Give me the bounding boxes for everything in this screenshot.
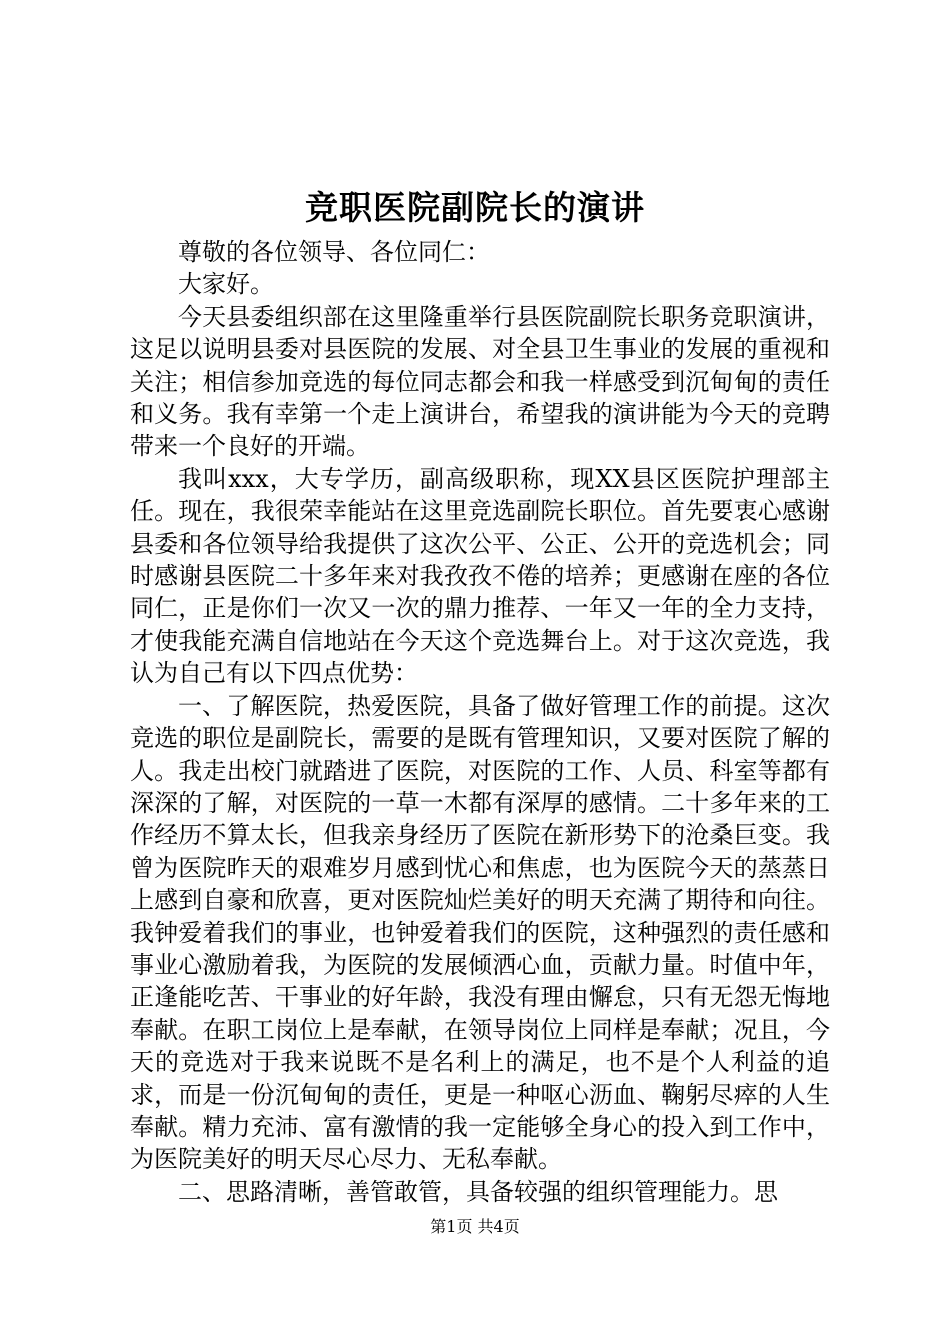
page-footer: 第1页 共4页 bbox=[430, 1217, 520, 1236]
salutation-paragraph: 尊敬的各位领导、各位同仁： bbox=[178, 238, 490, 266]
greeting-paragraph: 大家好。 bbox=[178, 270, 274, 299]
body-paragraph: 我叫xxx，大专学历，副高级职称，现XX县区医院护理部主任。现在，我很荣幸能站在这里竞选副院长职位。首先要衷心感谢县委和各位领导给我提供了这次公平、公正、公开的竞选机会；同时感谢县医院二十多年来对我孜孜不倦的培养；更感谢在座的各位同仁，正是你们一次又一次的鼎力推荐、一年又一年的全力支持，才使我能充满自信地站在今天这个竞选舞台上。对于这次竞选，我认为自己有以下四点优势： bbox=[130, 464, 830, 688]
body-paragraph: 一、了解医院，热爱医院，具备了做好管理工作的前提。这次竞选的职位是副院长，需要的是既有管理知识，又要对医院了解的人。我走出校门就踏进了医院，对医院的工作、人员、科室等都有深深的了解，对医院的一草一木都有深厚的感情。二十多年来的工作经历不算太长，但我亲身经历了医院在新形势下的沧桑巨变。我曾为医院昨天的艰难岁月感到忧心和焦虑，也为医院今天的蒸蒸日上感到自豪和欣喜，更对医院灿烂美好的明天充满了期待和向往。我钟爱着我们的事业，也钟爱着我们的医院，这种强烈的责任感和事业心激励着我，为医院的发展倾洒心血，贡献力量。时值中年，正逢能吃苦、干事业的好年龄，我没有理由懈怠，只有无怨无悔地奉献。在职工岗位上是奉献，在领导岗位上同样是奉献；况且，今天的竞选对于我来说既不是名利上的满足，也不是个人利益的追求，而是一份沉甸甸的责任，更是一种呕心沥血、鞠躬尽瘁的人生奉献。精力充沛、富有激情的我一定能够全身心的投入到工作中，为医院美好的明天尽心尽力、无私奉献。 bbox=[130, 691, 830, 1174]
body-paragraph: 二、思路清晰，善管敢管，具备较强的组织管理能力。思 bbox=[178, 1177, 778, 1206]
document-body bbox=[130, 236, 830, 1208]
document-title: 竞职医院副院长的演讲 bbox=[305, 188, 645, 227]
body-paragraph: 今天县委组织部在这里隆重举行县医院副院长职务竞职演讲，这足以说明县委对县医院的发展、对全县卫生事业的发展的重视和关注；相信参加竞选的每位同志都会和我一样感受到沉甸甸的责任和义务。我有幸第一个走上演讲台，希望我的演讲能为今天的竞聘带来一个良好的开端。 bbox=[130, 302, 830, 461]
